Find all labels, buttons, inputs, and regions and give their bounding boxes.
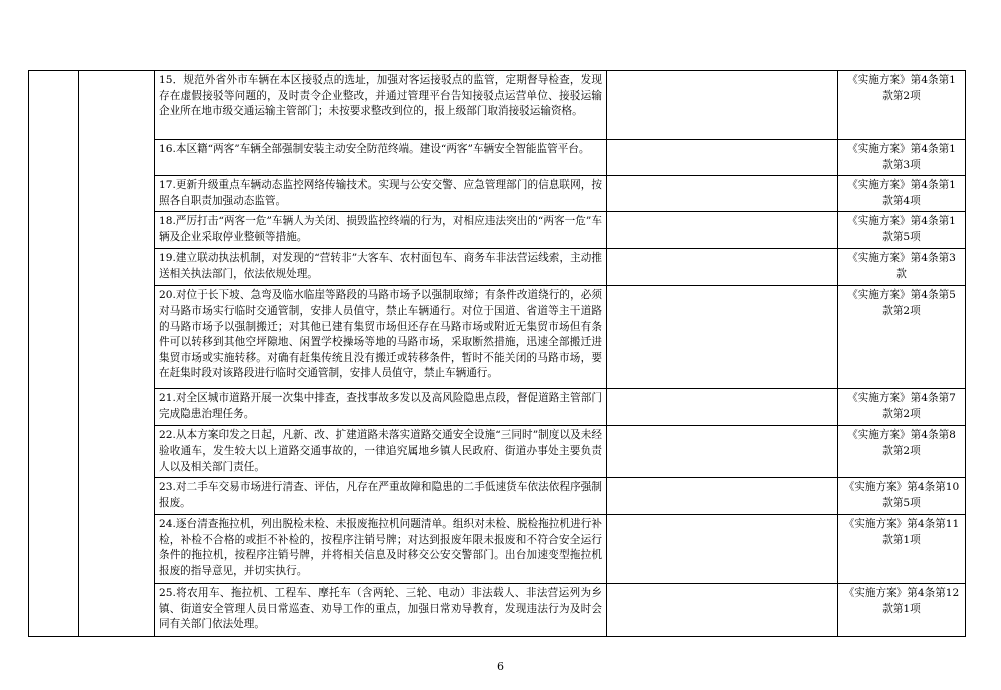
merged-subcategory-cell xyxy=(79,71,155,637)
reference-text: 《实施方案》第4条第1款第3项 xyxy=(838,140,966,176)
table-row xyxy=(29,249,966,286)
reference-text: 《实施方案》第4条第5款第2项 xyxy=(838,286,966,389)
empty-cell xyxy=(607,389,838,426)
table-row xyxy=(29,212,966,249)
table-row xyxy=(29,426,966,478)
reference-text: 《实施方案》第4条第1款第2项 xyxy=(838,71,966,140)
table-row xyxy=(29,286,966,389)
measures-table xyxy=(28,70,966,637)
reference-text: 《实施方案》第4条第12款第1项 xyxy=(838,584,966,637)
merged-category-cell xyxy=(29,71,79,637)
measure-text: 15．规范外省外市车辆在本区接驳点的选址，加强对客运接驳点的监管，定期督导检查，发现存在虚假接驳等问题的，及时责令企业整改，并通过管理平台告知接驳点运营单位、接驳运输企业所在地市级交通运输主管部门；未按要求整改到位的，报上级部门取消接驳运输资格。 xyxy=(155,71,607,140)
empty-cell xyxy=(607,478,838,515)
empty-cell xyxy=(607,515,838,584)
reference-text: 《实施方案》第4条第1款第5项 xyxy=(838,212,966,249)
empty-cell xyxy=(607,212,838,249)
measure-text: 21.对全区城市道路开展一次集中排查，查找事故多发以及高风险隐患点段，督促道路主管部门完成隐患治理任务。 xyxy=(155,389,607,426)
measure-text: 16.本区籍“两客”车辆全部强制安装主动安全防范终端。建设“两客”车辆安全智能监管平台。 xyxy=(155,140,607,176)
measure-text: 23.对二手车交易市场进行清查、评估，凡存在严重故障和隐患的二手低速货车依法依程序强制报废。 xyxy=(155,478,607,515)
measure-text: 25.将农用车、拖拉机、工程车、摩托车（含两轮、三轮、电动）非法载人、非法营运列为乡镇、街道安全管理人员日常巡查、劝导工作的重点，加强日常劝导教育，发现违法行为及时会同有关部门依法处理。 xyxy=(155,584,607,637)
empty-cell xyxy=(607,426,838,478)
page-number: 6 xyxy=(497,660,504,673)
empty-cell xyxy=(607,71,838,140)
empty-cell xyxy=(607,176,838,212)
empty-cell xyxy=(607,584,838,637)
reference-text: 《实施方案》第4条第11款第1项 xyxy=(838,515,966,584)
empty-cell xyxy=(607,249,838,286)
reference-text: 《实施方案》第4条第10款第5项 xyxy=(838,478,966,515)
table-row xyxy=(29,478,966,515)
measure-text: 22.从本方案印发之日起，凡新、改、扩建道路未落实道路交通安全设施“三同时”制度以及未经验收通车，发生较大以上道路交通事故的，一律追究属地乡镇人民政府、街道办事处主要负责人以及相关部门责任。 xyxy=(155,426,607,478)
table-row xyxy=(29,515,966,584)
reference-text: 《实施方案》第4条第1款第4项 xyxy=(838,176,966,212)
measure-text: 18.严厉打击“两客一危”车辆人为关闭、损毁监控终端的行为，对相应违法突出的“两客一危”车辆及企业采取停业整顿等措施。 xyxy=(155,212,607,249)
reference-text: 《实施方案》第4条第3款 xyxy=(838,249,966,286)
measure-text: 19.建立联动执法机制，对发现的“营转非”大客车、农村面包车、商务车非法营运线索，主动推送相关执法部门，依法依规处理。 xyxy=(155,249,607,286)
table-row xyxy=(29,389,966,426)
measure-text: 17.更新升级重点车辆动态监控网络传输技术。实现与公安交警、应急管理部门的信息联网，按照各自职责加强动态监管。 xyxy=(155,176,607,212)
table-row xyxy=(29,140,966,176)
measure-text: 20.对位于长下坡、急弯及临水临崖等路段的马路市场予以强制取缔；有条件改道绕行的，必须对马路市场实行临时交通管制，安排人员值守，禁止车辆通行。对位于国道、省道等主干道路的马路市场予以强制搬迁；对其他已建有集贸市场但还存在马路市场或附近无集贸市场但有条件可以转移到其他空坪隙地、闲置学校操场等地的马路市场，采取断然措施，迅速全部搬迁进集贸市场或实施转移。对确有赶集传统且没有搬迁或转移条件，暂时不能关闭的马路市场，要在赶集时段对该路段进行临时交通管制，安排人员值守，禁止车辆通行。 xyxy=(155,286,607,389)
table-row xyxy=(29,71,966,140)
table-row xyxy=(29,176,966,212)
empty-cell xyxy=(607,286,838,389)
reference-text: 《实施方案》第4条第8款第2项 xyxy=(838,426,966,478)
empty-cell xyxy=(607,140,838,176)
table-row xyxy=(29,584,966,637)
reference-text: 《实施方案》第4条第7款第2项 xyxy=(838,389,966,426)
measure-text: 24.逐台清查拖拉机，列出脱检未检、未报废拖拉机问题清单。组织对未检、脱检拖拉机进行补检，补检不合格的或拒不补检的，按程序注销号牌；对达到报废年限未报废和不符合安全运行条件的拖拉机，按程序注销号牌，并将相关信息及时移交公安交警部门。出台加速变型拖拉机报废的指导意见，并切实执行。 xyxy=(155,515,607,584)
